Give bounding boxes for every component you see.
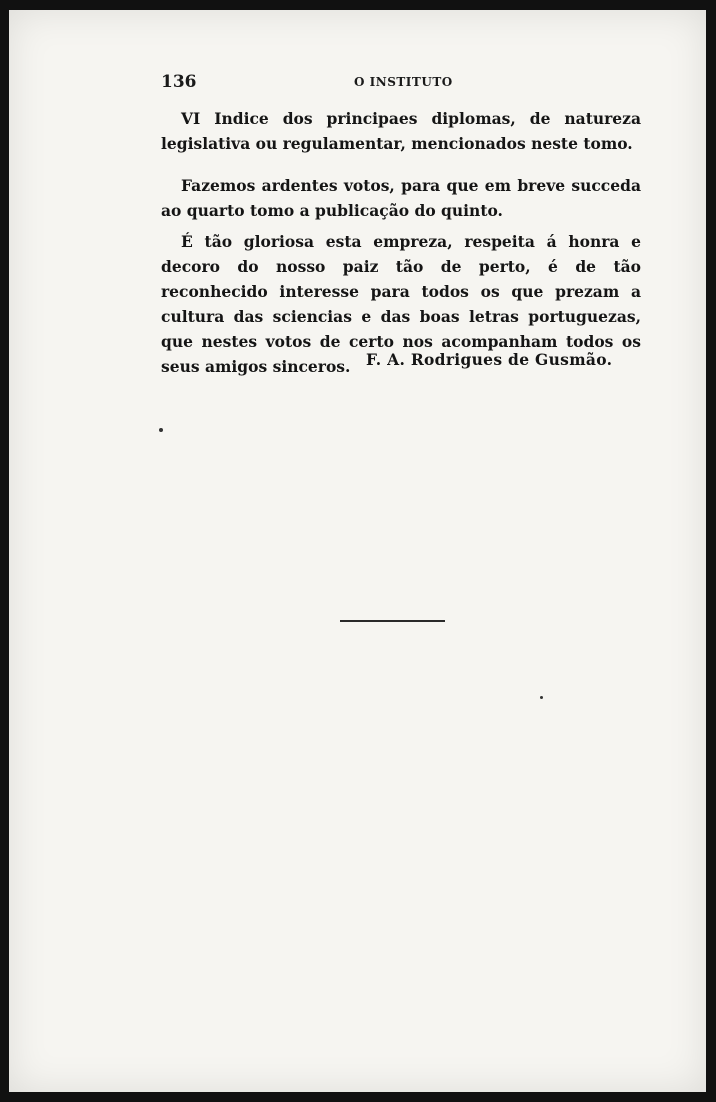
ink-speck (159, 428, 163, 432)
paragraph: É tão gloriosa esta empreza, respeita á honra e decoro do nosso paiz tão de perto, é de tão reconhecido interesse para todos os que prezam a cultura das sciencias e das boas letras portuguezas, que nestes votos de certo nos acompanham todos os seus amigos sinceros. (161, 232, 641, 376)
ink-speck (540, 696, 543, 699)
running-title: O INSTITUTO (354, 75, 453, 89)
paragraph: Fazemos ardentes votos, para que em breve succeda ao quarto tomo a publicação do quinto. (161, 176, 641, 220)
author-signature: F. A. Rodrigues de Gusmão. (366, 350, 613, 369)
paragraph: VI Indice dos principaes diplomas, de natureza legislativa ou regulamentar, mencionados neste tomo. (161, 109, 641, 153)
page-number: 136 (161, 72, 197, 92)
section-divider-rule (340, 620, 445, 622)
article-text (161, 106, 641, 379)
page-header (161, 72, 641, 92)
